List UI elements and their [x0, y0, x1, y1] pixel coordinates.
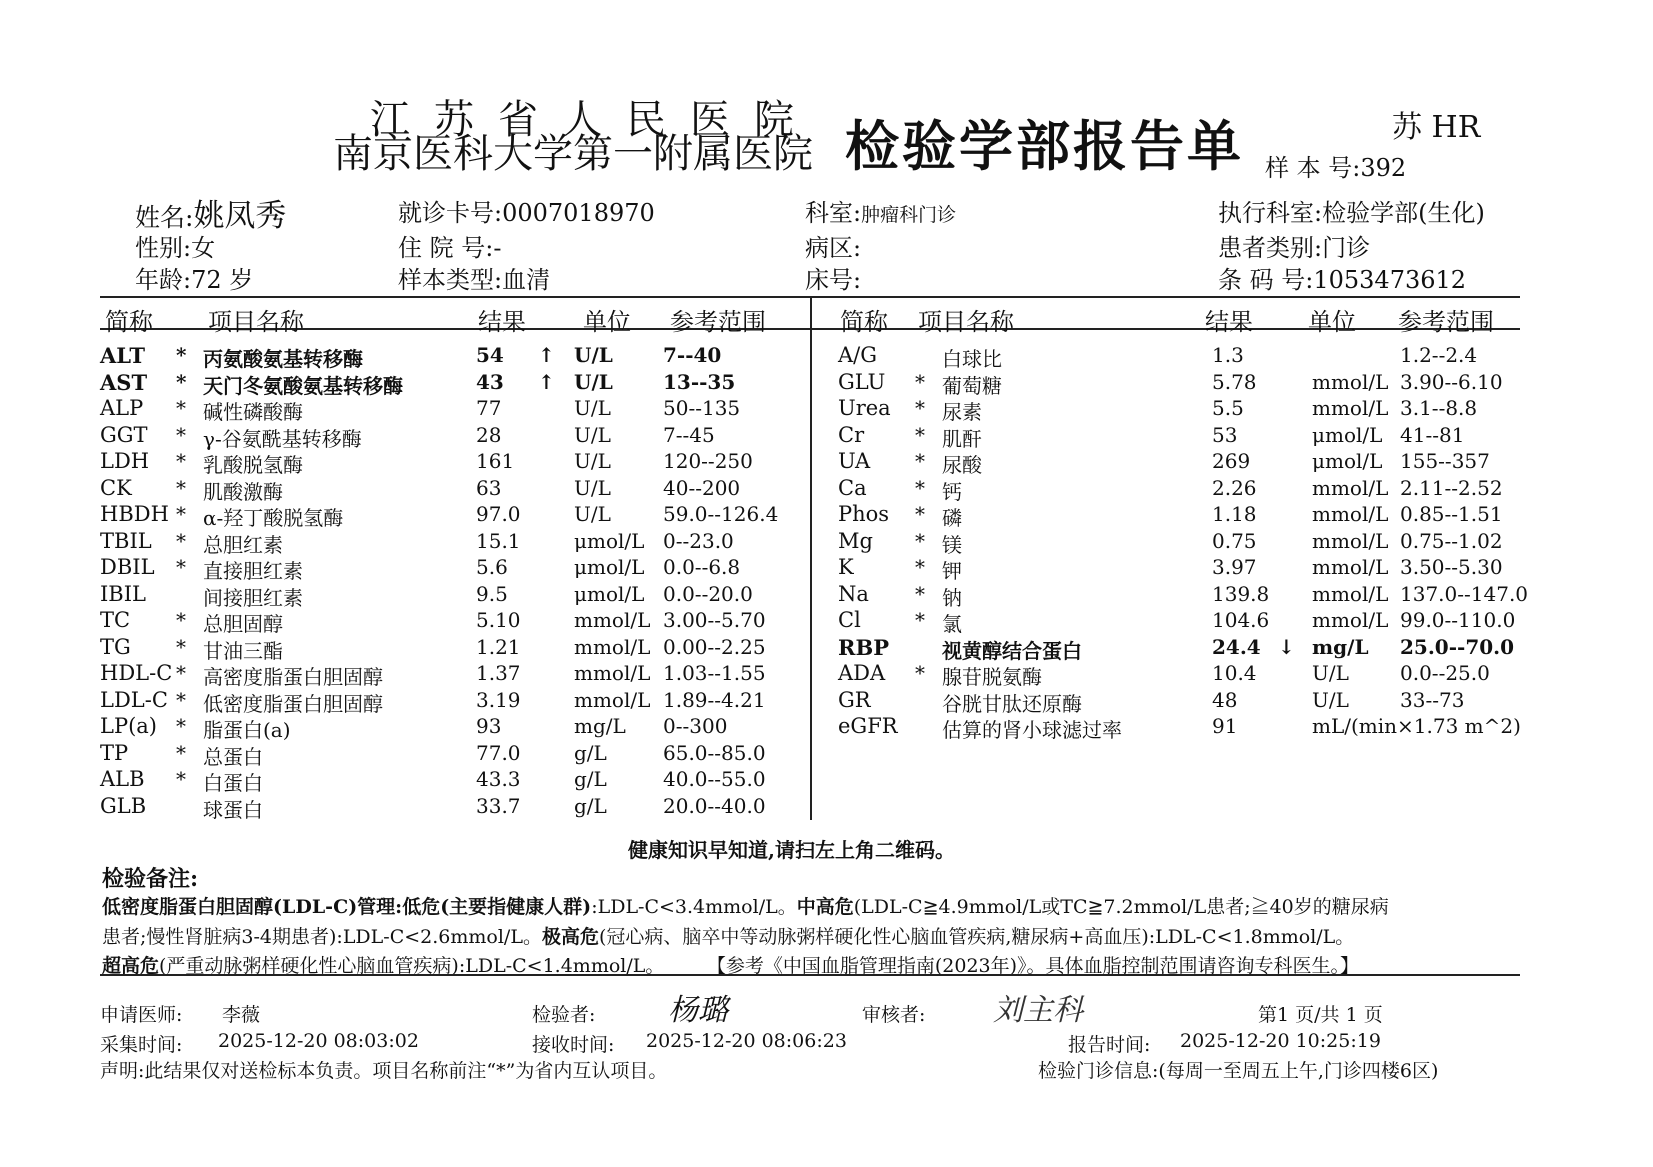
- cell-abbr: GGT: [100, 422, 148, 447]
- cell-abbr: eGFR: [838, 714, 898, 738]
- health-tip: 健康知识早知道,请扫左上角二维码。: [628, 838, 955, 862]
- note-ldl-management: 低密度脂蛋白胆固醇(LDL-C)管理:低危(主要指健康人群): [102, 896, 592, 918]
- cell-result: 0.75: [1212, 528, 1257, 553]
- cell-result: 63: [476, 475, 502, 500]
- notes-bottom-line: [100, 974, 1520, 976]
- cell-range: 155--357: [1400, 449, 1490, 473]
- bed-number: 床号:: [805, 266, 862, 294]
- cell-unit: U/L: [574, 475, 611, 500]
- barcode-number: 条 码 号:1053473612: [1218, 266, 1467, 294]
- inspector-signature: 杨璐: [668, 993, 728, 1028]
- cell-star: *: [915, 475, 925, 500]
- cell-range: 0.85--1.51: [1400, 502, 1503, 526]
- cell-unit: U/L: [574, 422, 611, 447]
- cell-result: 2.26: [1212, 475, 1257, 500]
- notes-title: 检验备注:: [102, 866, 199, 892]
- cell-unit: mmol/L: [1312, 369, 1389, 394]
- cell-name: 甘油三酯: [203, 638, 283, 663]
- cell-unit: mmol/L: [1312, 555, 1389, 579]
- name-label: 姓名:: [135, 203, 194, 232]
- cell-name: 钠: [942, 585, 962, 610]
- cell-name: 总蛋白: [203, 744, 263, 769]
- name-value: 姚凤秀: [193, 198, 287, 234]
- cell-star: *: [915, 555, 925, 579]
- cell-range: 0.0--6.8: [663, 555, 741, 579]
- col-range-right: 参考范围: [1398, 308, 1494, 336]
- cell-range: 1.2--2.4: [1400, 343, 1478, 367]
- cell-unit: U/L: [1312, 687, 1349, 712]
- cell-range: 25.0--70.0: [1400, 634, 1515, 659]
- doctor-name: 李薇: [222, 1004, 261, 1026]
- cell-unit: U/L: [1312, 661, 1349, 685]
- ward: 病区:: [805, 234, 862, 262]
- notes-line-2: [102, 922, 1354, 949]
- report-time-label: 报告时间:: [1068, 1034, 1151, 1056]
- cell-range: 7--40: [663, 343, 722, 367]
- cell-abbr: HDL-C: [100, 661, 173, 685]
- cell-star: *: [915, 528, 925, 553]
- receive-time: 2025-12-20 08:06:23: [646, 1030, 847, 1052]
- cell-result: 15.1: [476, 528, 521, 553]
- reviewer-label: 审核者:: [862, 1004, 926, 1026]
- cell-name: 直接胆红素: [203, 559, 303, 583]
- cell-abbr: TBIL: [100, 528, 152, 553]
- region-code: 苏 HR: [1392, 110, 1481, 145]
- page-number: 第1 页/共 1 页: [1258, 1004, 1383, 1026]
- cell-abbr: Cr: [838, 422, 865, 447]
- cell-unit: mg/L: [1312, 634, 1369, 659]
- cell-result: 97.0: [476, 502, 521, 526]
- cell-star: *: [915, 661, 925, 685]
- note-mid-high: (LDL-C≧4.9mmol/L或TC≧7.2mmol/L患者;≧40岁的糖尿病: [853, 896, 1389, 918]
- cell-result: 3.97: [1212, 555, 1257, 579]
- cell-result: 104.6: [1212, 608, 1270, 632]
- cell-result: 77.0: [476, 740, 521, 765]
- cell-flag: ↓: [1278, 634, 1295, 659]
- cell-range: 0.75--1.02: [1400, 528, 1503, 553]
- cell-star: *: [176, 661, 186, 685]
- cell-result: 5.78: [1212, 369, 1257, 394]
- cell-star: *: [915, 581, 925, 606]
- cell-name: 腺苷脱氨酶: [942, 665, 1042, 689]
- cell-abbr: ALP: [100, 396, 144, 420]
- cell-range: 0--23.0: [663, 528, 734, 553]
- cell-star: *: [176, 422, 186, 447]
- cell-abbr: TC: [100, 608, 131, 632]
- department-value: 肿瘤科门诊: [861, 204, 957, 226]
- cell-abbr: Urea: [838, 396, 891, 420]
- cell-range: 33--73: [1400, 687, 1465, 712]
- cell-abbr: GLB: [100, 793, 147, 818]
- cell-unit: g/L: [574, 767, 607, 791]
- cell-name: 氯: [942, 612, 962, 636]
- cell-abbr: LDL-C: [100, 687, 168, 712]
- department: [805, 193, 956, 228]
- cell-result: 28: [476, 422, 502, 447]
- receive-time-label: 接收时间:: [532, 1034, 615, 1056]
- cell-unit: mmol/L: [1312, 581, 1389, 606]
- col-name-right: 项目名称: [918, 308, 1014, 336]
- cell-name: α-羟丁酸脱氢酶: [203, 506, 344, 530]
- cell-range: 137.0--147.0: [1400, 581, 1529, 606]
- cell-star: *: [176, 396, 186, 420]
- cell-name: 肌酐: [942, 426, 982, 451]
- cell-name: 谷胱甘肽还原酶: [942, 691, 1082, 716]
- cell-name: 脂蛋白(a): [203, 718, 291, 742]
- cell-unit: mmol/L: [574, 687, 651, 712]
- cell-abbr: GR: [838, 687, 871, 712]
- cell-range: 40--200: [663, 475, 741, 500]
- cell-result: 24.4: [1212, 634, 1261, 659]
- cell-name: 总胆红素: [203, 532, 283, 557]
- cell-star: *: [176, 555, 186, 579]
- department-label: 科室:: [805, 199, 862, 227]
- notes-line-1: [102, 892, 1389, 919]
- cell-result: 269: [1212, 449, 1251, 473]
- cell-range: 120--250: [663, 449, 753, 473]
- note-ckd: 患者;慢性肾脏病3-4期患者):LDL-C<2.6mmol/L。: [102, 926, 542, 948]
- cell-range: 3.90--6.10: [1400, 369, 1503, 394]
- cell-star: *: [176, 502, 186, 526]
- cell-result: 139.8: [1212, 581, 1270, 606]
- cell-result: 3.19: [476, 687, 521, 712]
- cell-abbr: CK: [100, 475, 132, 500]
- cell-range: 0--300: [663, 714, 728, 738]
- cell-result: 93: [476, 714, 502, 738]
- cell-flag: ↑: [538, 343, 555, 367]
- cell-name: 高密度脂蛋白胆固醇: [203, 665, 383, 689]
- cell-unit: μmol/L: [574, 581, 645, 606]
- cell-star: *: [176, 475, 186, 500]
- cell-result: 10.4: [1212, 661, 1257, 685]
- cell-unit: mg/L: [574, 714, 626, 738]
- cell-result: 1.37: [476, 661, 521, 685]
- cell-unit: mmol/L: [1312, 608, 1389, 632]
- cell-name: 碱性磷酸酶: [203, 400, 303, 424]
- cell-unit: μmol/L: [574, 528, 645, 553]
- cell-unit: mmol/L: [574, 608, 651, 632]
- cell-unit: mmol/L: [1312, 528, 1389, 553]
- cell-abbr: GLU: [838, 369, 886, 394]
- cell-range: 1.03--1.55: [663, 661, 766, 685]
- cell-name: 葡萄糖: [942, 373, 1002, 398]
- cell-range: 3.00--5.70: [663, 608, 766, 632]
- cell-result: 43: [476, 369, 504, 394]
- cell-star: *: [176, 528, 186, 553]
- collect-time: 2025-12-20 08:03:02: [218, 1030, 419, 1052]
- cell-result: 48: [1212, 687, 1238, 712]
- cell-unit: g/L: [574, 740, 607, 765]
- note-low-risk: :LDL-C<3.4mmol/L。: [591, 896, 797, 918]
- cell-name: 天门冬氨酸氨基转移酶: [203, 373, 403, 398]
- col-range-left: 参考范围: [670, 308, 766, 336]
- cell-range: 7--45: [663, 422, 715, 447]
- cell-name: 尿酸: [942, 453, 982, 477]
- cell-star: *: [176, 608, 186, 632]
- doctor-label: 申请医师:: [100, 1004, 183, 1026]
- cell-name: 乳酸脱氢酶: [203, 453, 303, 477]
- cell-unit: mmol/L: [1312, 396, 1389, 420]
- cell-range: 2.11--2.52: [1400, 475, 1503, 500]
- note-very-high-label: 极高危: [541, 926, 599, 948]
- cell-name: 尿素: [942, 400, 982, 424]
- report-time: 2025-12-20 10:25:19: [1180, 1030, 1381, 1052]
- col-unit-left: 单位: [583, 308, 631, 336]
- cell-unit: mL/(min×1.73 m^2): [1312, 714, 1521, 738]
- cell-result: 33.7: [476, 793, 521, 818]
- col-result-right: 结果: [1205, 308, 1253, 336]
- cell-range: 0.0--20.0: [663, 581, 753, 606]
- cell-result: 1.21: [476, 634, 521, 659]
- cell-range: 3.50--5.30: [1400, 555, 1503, 579]
- cell-star: *: [915, 502, 925, 526]
- cell-result: 1.18: [1212, 502, 1257, 526]
- cell-abbr: LP(a): [100, 714, 157, 738]
- cell-star: *: [176, 634, 186, 659]
- cell-abbr: IBIL: [100, 581, 146, 606]
- col-unit-right: 单位: [1308, 308, 1356, 336]
- cell-flag: ↑: [538, 369, 555, 394]
- cell-star: *: [915, 422, 925, 447]
- cell-name: γ-谷氨酰基转移酶: [203, 426, 362, 451]
- cell-range: 0.00--2.25: [663, 634, 766, 659]
- cell-name: 钾: [942, 559, 962, 583]
- inpatient-number: 住 院 号:-: [398, 234, 502, 262]
- cell-unit: g/L: [574, 793, 607, 818]
- cell-range: 50--135: [663, 396, 741, 420]
- cell-unit: U/L: [574, 396, 611, 420]
- cell-unit: μmol/L: [574, 555, 645, 579]
- cell-abbr: DBIL: [100, 555, 155, 579]
- col-name-left: 项目名称: [208, 308, 304, 336]
- cell-abbr: ALT: [100, 343, 145, 368]
- inspector-label: 检验者:: [532, 1004, 596, 1026]
- cell-result: 5.6: [476, 555, 508, 579]
- cell-name: 球蛋白: [203, 797, 263, 822]
- cell-unit: mmol/L: [1312, 475, 1389, 500]
- cell-abbr: LDH: [100, 449, 150, 473]
- cell-star: *: [915, 396, 925, 420]
- cell-star: *: [176, 740, 186, 765]
- report-title: 检验学部报告单: [845, 114, 1244, 178]
- exec-department: 执行科室:检验学部(生化): [1218, 199, 1485, 227]
- cell-name: 镁: [942, 532, 962, 557]
- hospital-name-line1: 江苏省人民医院: [370, 97, 818, 143]
- cell-unit: mmol/L: [574, 634, 651, 659]
- cell-result: 43.3: [476, 767, 521, 791]
- cell-star: *: [915, 608, 925, 632]
- cell-abbr: AST: [100, 369, 148, 395]
- cell-star: *: [176, 449, 186, 473]
- cell-result: 161: [476, 449, 515, 473]
- cell-result: 77: [476, 396, 502, 420]
- cell-abbr: HBDH: [100, 502, 169, 526]
- note-ultra-high-label: 超高危: [102, 955, 160, 977]
- cell-result: 54: [476, 343, 504, 367]
- cell-range: 41--81: [1400, 422, 1465, 447]
- reviewer-signature: 刘主科: [993, 993, 1083, 1028]
- cell-unit: U/L: [574, 449, 611, 473]
- cell-unit: mmol/L: [574, 661, 651, 685]
- cell-range: 13--35: [663, 369, 736, 394]
- note-guideline-ref: 【参考《中国血脂管理指南(2023年)》。具体血脂控制范围请咨询专科医生。】: [716, 955, 1360, 977]
- note-ultra-high: (严重动脉粥样硬化性心脑血管疾病):LDL-C<1.4mmol/L。: [159, 955, 665, 977]
- cell-star: *: [176, 343, 187, 367]
- patient-gender: 性别:女: [135, 234, 216, 262]
- note-very-high: (冠心病、脑卒中等动脉粥样硬化性心脑血管疾病,糖尿病+高血压):LDL-C<1.8mmol/L。: [598, 926, 1355, 948]
- cell-result: 1.3: [1212, 343, 1244, 367]
- cell-abbr: TG: [100, 634, 131, 659]
- cell-range: 1.89--4.21: [663, 687, 766, 712]
- cell-range: 3.1--8.8: [1400, 396, 1478, 420]
- cell-name: 估算的肾小球滤过率: [942, 718, 1122, 742]
- collect-time-label: 采集时间:: [100, 1034, 183, 1056]
- cell-name: 间接胆红素: [203, 585, 303, 610]
- cell-range: 65.0--85.0: [663, 740, 766, 765]
- cell-range: 99.0--110.0: [1400, 608, 1516, 632]
- cell-name: 白球比: [942, 347, 1002, 371]
- cell-range: 0.0--25.0: [1400, 661, 1490, 685]
- disclaimer: 声明:此结果仅对送检标本负责。项目名称前注“*”为省内互认项目。: [100, 1060, 668, 1082]
- cell-result: 5.5: [1212, 396, 1244, 420]
- cell-star: *: [915, 449, 925, 473]
- cell-star: *: [176, 369, 187, 394]
- cell-abbr: Phos: [838, 502, 890, 526]
- cell-unit: U/L: [574, 369, 613, 394]
- clinic-info: 检验门诊信息:(每周一至周五上午,门诊四楼6区): [1038, 1060, 1439, 1082]
- hospital-name-line2: 南京医科大学第一附属医院: [333, 131, 813, 177]
- cell-unit: μmol/L: [1312, 422, 1383, 447]
- cell-star: *: [176, 714, 186, 738]
- col-result-left: 结果: [478, 308, 526, 336]
- col-abbr-left: 简称: [105, 308, 153, 336]
- cell-star: *: [176, 767, 186, 791]
- cell-abbr: ADA: [838, 661, 886, 685]
- cell-name: 丙氨酸氨基转移酶: [203, 347, 363, 371]
- sample-number: 样 本 号:392: [1265, 154, 1407, 182]
- cell-name: 视黄醇结合蛋白: [942, 638, 1082, 663]
- cell-abbr: UA: [838, 449, 871, 473]
- cell-abbr: Mg: [838, 528, 873, 553]
- cell-abbr: Na: [838, 581, 869, 606]
- cell-name: 肌酸激酶: [203, 479, 283, 504]
- note-mid-high-label: 中高危: [796, 896, 854, 918]
- cell-abbr: TP: [100, 740, 129, 765]
- cell-abbr: Cl: [838, 608, 861, 632]
- sample-type: 样本类型:血清: [398, 266, 551, 294]
- cell-result: 53: [1212, 422, 1238, 447]
- cell-range: 40.0--55.0: [663, 767, 766, 791]
- col-abbr-right: 简称: [840, 308, 888, 336]
- cell-result: 9.5: [476, 581, 508, 606]
- cell-range: 20.0--40.0: [663, 793, 766, 818]
- cell-unit: U/L: [574, 343, 613, 367]
- cell-abbr: ALB: [100, 767, 145, 791]
- cell-abbr: K: [838, 555, 854, 579]
- cell-unit: mmol/L: [1312, 502, 1389, 526]
- cell-result: 91: [1212, 714, 1238, 738]
- cell-unit: μmol/L: [1312, 449, 1383, 473]
- cell-abbr: Ca: [838, 475, 867, 500]
- cell-result: 5.10: [476, 608, 521, 632]
- cell-name: 钙: [942, 479, 962, 504]
- patient-type: 患者类别:门诊: [1218, 234, 1371, 262]
- cell-star: *: [915, 369, 925, 394]
- cell-unit: U/L: [574, 502, 611, 526]
- patient-age: 年龄:72 岁: [135, 266, 254, 294]
- cell-abbr: RBP: [838, 634, 889, 660]
- cell-abbr: A/G: [838, 343, 878, 367]
- cell-name: 低密度脂蛋白胆固醇: [203, 691, 383, 716]
- cell-name: 白蛋白: [203, 771, 263, 795]
- cell-name: 磷: [942, 506, 962, 530]
- cell-name: 总胆固醇: [203, 612, 283, 636]
- table-divider: [810, 298, 812, 820]
- card-number: 就诊卡号:0007018970: [398, 199, 655, 227]
- cell-range: 59.0--126.4: [663, 502, 779, 526]
- cell-star: *: [176, 687, 186, 712]
